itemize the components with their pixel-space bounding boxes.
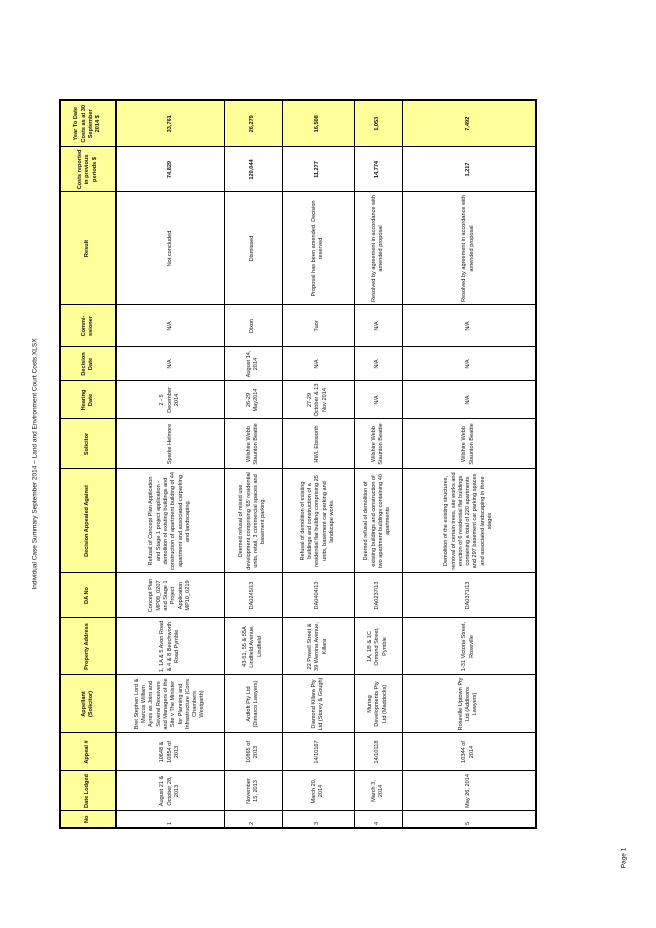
table-row — [354, 100, 402, 828]
cell-no: 2 — [224, 811, 282, 828]
cell-costs-previous: 14,774 — [354, 147, 402, 192]
cell-appeal-no: 14/10167 — [282, 733, 354, 771]
header-da-no: DA No — [60, 573, 116, 618]
cell-result: Dismissed — [224, 192, 282, 305]
table-row — [116, 100, 224, 828]
cell-commissioner: N/A — [402, 305, 536, 347]
cell-decision-date: August 14, 2014 — [224, 347, 282, 381]
cell-da-no: DA0237/13 — [354, 573, 402, 618]
header-decision-appealed: Decision Appealed Against — [60, 469, 116, 573]
cell-no: 5 — [402, 811, 536, 828]
header-property-address: Property Address — [60, 618, 116, 675]
cell-no: 1 — [116, 811, 224, 828]
cell-hearing-date: 2 - 5 December 2014 — [116, 381, 224, 419]
cell-decision-appealed: Refusal of Concept Plan Application and Stage 1 project application - demolition of existing buildings and construction of apartment building of 44 apartment and associated carparking and landscaping. — [116, 469, 224, 573]
cell-no: 3 — [282, 811, 354, 828]
cell-decision-appealed: Demolition of the existing structures, removal of certain trees, site works and erection of 6 residential flat buildings containing a total of 220 apartments and 297 basement car parking spaces and associated landscaping in three stages — [402, 469, 536, 573]
cell-appellant: Diamond Killara Pty Ltd (Storey & Gough) — [282, 675, 354, 733]
cell-da-no: Concept Plan MP08_0207 and Stage 1 Project Application MP10_0219 — [116, 573, 224, 618]
cell-appeal-no: 10344 of 2014 — [402, 733, 536, 771]
cell-costs-previous: 74,829 — [116, 147, 224, 192]
cell-appellant: Ardloft Pty Ltd (Dimarco Lawyers) — [224, 675, 282, 733]
header-date-lodged: Date Lodged — [60, 771, 116, 811]
cell-costs-previous: 1,217 — [402, 147, 536, 192]
table-row — [282, 100, 354, 828]
cell-decision-date: N/A — [402, 347, 536, 381]
cell-solicitor: Wilshire Webb Staunton Beattie — [224, 419, 282, 469]
cell-costs-previous: 120,044 — [224, 147, 282, 192]
cell-da-no: DA0245/13 — [224, 573, 282, 618]
cell-da-no: DA0371/13 — [402, 573, 536, 618]
cell-date-lodged: March 3, 2014 — [354, 771, 402, 811]
rotated-table-container — [59, 101, 535, 829]
cell-no: 4 — [354, 811, 402, 828]
cell-appellant: Bret Stephen Lord & Marcus William Ayres as Joint and Several Receivers and Managers of the Site v The Minister for Planning and Infrastructure (Corrs Chambers Westgarth) — [116, 675, 224, 733]
cell-appellant: Roseville Uptown Pty Ltd (Addisons Lawyers) — [402, 675, 536, 733]
table-header-row — [60, 100, 116, 828]
header-result: Result — [60, 192, 116, 305]
cell-decision-date: N/A — [354, 347, 402, 381]
cell-decision-appealed: Deemed refusal of mixed use development comprising '65' residential units, retail, 3 commercial spaces and basement parking. — [224, 469, 282, 573]
header-decision-date: Decision Date — [60, 347, 116, 381]
header-ytd-costs: Year To Date Costs as at 30 September 2014 $ — [60, 100, 116, 147]
cell-appeal-no: 10865 of 2013 — [224, 733, 282, 771]
cell-decision-appealed: Deemed refusal of demolition of existing buildings and construction of two apartment buildings containing 40 apartments — [354, 469, 402, 573]
cell-appeal-no: 10648 & 10854 of 2013 — [116, 733, 224, 771]
cell-decision-date: N/A — [116, 347, 224, 381]
cell-date-lodged: August 21 & October 28, 2013 — [116, 771, 224, 811]
table-row — [224, 100, 282, 828]
cell-property-address: 1-31 Victoria Street, Roseville — [402, 618, 536, 675]
cell-result: Not concluded — [116, 192, 224, 305]
cell-ytd-costs: 26,279 — [224, 100, 282, 147]
header-hearing-date: Hearing Date — [60, 381, 116, 419]
cell-ytd-costs: 33,761 — [116, 100, 224, 147]
cell-ytd-costs: 1,053 — [354, 100, 402, 147]
cell-property-address: 22 Powell Street & 39 Werona Avenue, Killara — [282, 618, 354, 675]
cell-property-address: 1, 1A & 5 Avon Road & 4 & 8 Beechworth Road Pymble — [116, 618, 224, 675]
cell-hearing-date: 27-29 October & 13 Nov 2014 — [282, 381, 354, 419]
cell-solicitor: Sparke Helmore — [116, 419, 224, 469]
cell-commissioner: Dixon — [224, 305, 282, 347]
cell-result: Proposal has been amended. Decision reserved — [282, 192, 354, 305]
cell-ytd-costs: 16,508 — [282, 100, 354, 147]
cell-hearing-date: N/A — [402, 381, 536, 419]
page-number: Page 1 — [620, 847, 628, 869]
cell-solicitor: Wilshire Webb Staunton Beattie — [402, 419, 536, 469]
cell-appellant: Murtag Developments Pty Ltd (Maddocks) — [354, 675, 402, 733]
cell-date-lodged: November 15, 2013 — [224, 771, 282, 811]
cell-da-no: DA0404/13 — [282, 573, 354, 618]
cell-decision-date: N/A — [282, 347, 354, 381]
header-costs-previous: Costs reported in previous periods $ — [60, 147, 116, 192]
cell-property-address: 43-51, 55 & 55A Lindfield Avenue, Lindfield — [224, 618, 282, 675]
header-solicitor: Solicitor — [60, 419, 116, 469]
cell-date-lodged: March 20, 2014 — [282, 771, 354, 811]
cell-ytd-costs: 7,492 — [402, 100, 536, 147]
header-appellant: Appellant (Solicitor) — [60, 675, 116, 733]
header-no: No — [60, 811, 116, 828]
cell-commissioner: N/A — [116, 305, 224, 347]
cell-result: Resolved by agreement in accordance with amended proposal — [354, 192, 402, 305]
cell-decision-appealed: Refusal of demolition of existing buildings and construction of a residential flat building comprising 25 units, basement car parking and landscape works. — [282, 469, 354, 573]
header-appeal-no: Appeal # — [60, 733, 116, 771]
header-commissioner: Commi-ssioner — [60, 305, 116, 347]
document-title: Individual Case Summary September 2014 – Land and Environment Court Costs.XLSX — [31, 338, 39, 590]
cell-appeal-no: 14/10118 — [354, 733, 402, 771]
cell-solicitor: HWL Ebsworth — [282, 419, 354, 469]
cell-result: Resolved by agreement in accordance with amended proposal — [402, 192, 536, 305]
table-row — [402, 100, 536, 828]
cell-property-address: 1A, 1B & 1C Ormond Street, Pymble — [354, 618, 402, 675]
cell-commissioner: N/A — [354, 305, 402, 347]
cell-solicitor: Wilshire Webb Staunton Beattie — [354, 419, 402, 469]
cell-date-lodged: May 26, 2014 — [402, 771, 536, 811]
cell-hearing-date: N/A — [354, 381, 402, 419]
cell-commissioner: Tuor — [282, 305, 354, 347]
cell-hearing-date: 26-29 May2014 — [224, 381, 282, 419]
case-summary-table — [59, 99, 537, 829]
cell-costs-previous: 11,277 — [282, 147, 354, 192]
